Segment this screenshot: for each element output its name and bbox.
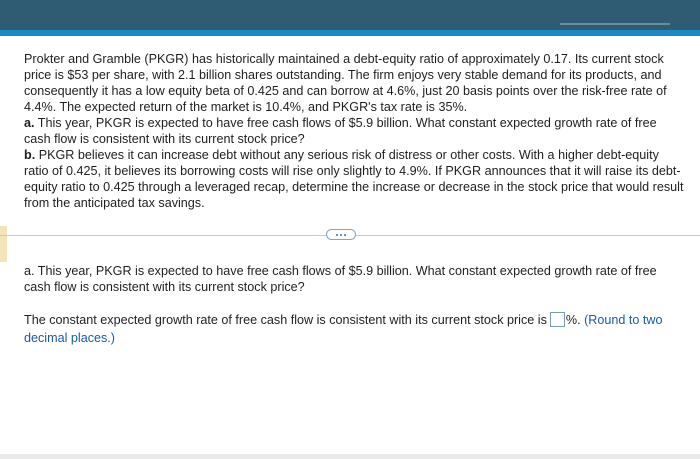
bottom-bar [0,454,700,459]
top-header-bar [0,0,700,30]
ellipsis-icon [336,234,338,236]
part-b-text: PKGR believes it can increase debt without any serious risk of distress or other costs. With a higher debt-equity ratio of 0.425, it believes its borrowing costs will rise only slightly to 4.9%. If PKGR announces that it will raise its debt-equity ratio to 0.425 through a leveraged recap, determine the increase or decrease in the stock price that would result from the anticipated tax savings. [24,148,684,210]
answer-suffix: %. [565,313,581,327]
growth-rate-input[interactable] [550,312,565,327]
rounding-hint: (Round to two decimal places.) [24,313,663,345]
expand-ellipsis-button[interactable] [326,229,356,240]
question-part-a [24,115,686,147]
answer-line [24,311,686,347]
ellipsis-dot [340,234,342,236]
header-accent-bar [0,30,700,36]
part-a-text: This year, PKGR is expected to have free cash flows of $5.9 billion. What constant expected growth rate of free cash flow is consistent with its current stock price? [24,116,657,146]
ellipsis-dot [344,234,346,236]
active-part-indicator [0,226,7,262]
question-intro: Prokter and Gramble (PKGR) has historically maintained a debt-equity ratio of approximately 0.17. Its current stock price is $53 per share, with 2.1 billion shares outstanding. The firm enjoys very stable demand for its products, and consequently it has a low equity beta of 0.425 and can borrow at 4.6%, just 20 basis points over the risk-free rate of 4.4%. The expected return of the market is 10.4%, and PKGR's tax rate is 35%. [24,52,667,114]
part-a-prompt: a. This year, PKGR is expected to have free cash flows of $5.9 billion. What constant expected growth rate of free cash flow is consistent with its current stock price? [24,264,657,294]
answer-prefix: The constant expected growth rate of free cash flow is consistent with its current stock price is [24,313,547,327]
part-a-label: a. [24,116,35,130]
part-b-label: b. [24,148,36,162]
question-part-b [24,147,686,211]
question-text [24,51,686,211]
header-decoration [560,23,670,25]
